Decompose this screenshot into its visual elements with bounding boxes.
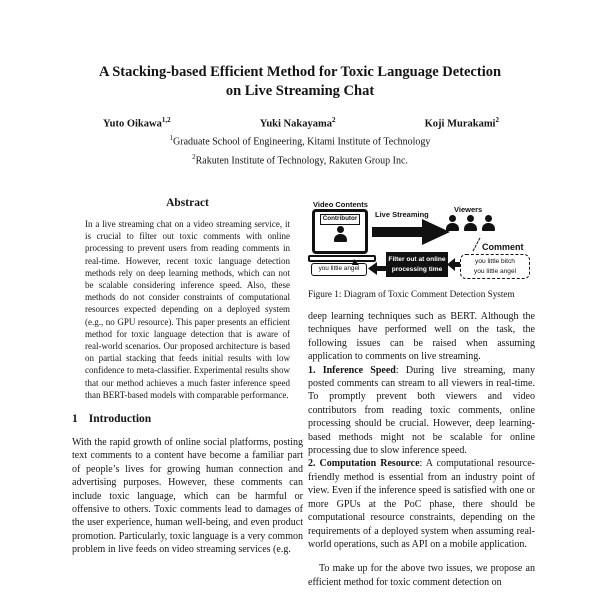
viewer-person-icon (482, 215, 495, 231)
clean-comment-text: you little angel (473, 268, 517, 275)
filter-input-arrow-icon (447, 258, 461, 271)
viewer-person-icon (464, 215, 477, 231)
figure1-caption: Figure 1: Diagram of Toxic Comment Detection System (308, 289, 515, 299)
affiliation-1-sup: 1 (169, 134, 174, 142)
authors-row (103, 116, 499, 130)
introduction-heading (72, 413, 303, 425)
section-number: 1 (72, 413, 78, 426)
author-2-name: Yuki Nakayama (259, 118, 332, 130)
issue2-body: : A computational resource-friendly method is essential from an industry point of view. Even if the inference speed is satisfied with one or more GPUs at the PoC phase, there should be computational resource constraints, depending on the requirements of a deployed system when assuming real-world operations, such as API on a mobile application. (308, 458, 535, 550)
comment-callout-tail (473, 238, 481, 252)
affiliations (0, 131, 600, 169)
column2-paragraph-1: deep learning techniques such as BERT. Although the techniques have performed well on the task, the following issues can be raised when assuming application to comments on live streaming. (308, 311, 535, 363)
contributor-label: Contributor (320, 214, 361, 225)
paper-title (0, 63, 600, 101)
affiliation-2 (0, 150, 600, 169)
author-2 (260, 116, 336, 130)
video-contents-label: Video Contents (313, 200, 368, 209)
filter-box-line1: Filter out at online (388, 255, 446, 263)
author-1-sup: 1,2 (161, 116, 171, 124)
left-column (72, 197, 303, 557)
affiliation-1 (0, 131, 600, 150)
right-column (308, 199, 535, 589)
affiliation-2-text: Rakuten Institute of Technology, Rakuten Group Inc. (195, 155, 408, 167)
toxic-comment-text: you little bitch (475, 258, 515, 265)
title-line-2: on Live Streaming Chat (225, 83, 375, 100)
author-1-name: Yuto Oikawa (103, 118, 162, 130)
issue1-body: : During live streaming, many posted comments can stream to all viewers in real-time. To promptly prevent both viewers and video contributors from reading toxic comments, online processing should be crucial. However, deep learning-based methods might not be scalable for online processing due to slow inference speed. (308, 364, 535, 457)
author-3-name: Koji Murakami (424, 118, 496, 130)
column2-issue-2 (308, 457, 535, 551)
live-streaming-label: Live Streaming (375, 210, 429, 219)
title-line-1: A Stacking-based Efficient Method for Toxic Language Detection (98, 64, 502, 80)
live-streaming-arrow-icon (372, 219, 450, 245)
introduction-paragraph: With the rapid growth of online social platforms, posting text comments to a content have become a familiar part of people’s lives for growing human connection and advertising purposes. However, these comments can include toxic language, which can be harmful or offensive to others. Toxic comments lead to damages of the user experience, human well-being, and even product promotion. Particularly, toxic language is a very common problem in live feeds on video streaming services (e.g. (72, 437, 303, 556)
filter-box (386, 252, 448, 277)
abstract-heading: Abstract (166, 197, 209, 209)
laptop-base-icon (308, 255, 376, 262)
abstract-body: In a live streaming chat on a video streaming service, it is crucial to filter out toxic comments with online processing to prevent users from reading comments in real-time. However, recent toxic language detection methods rely on deep learning methods, which can not be scalable considering inference speed. Also, these methods do not consider constraints of computational resources expected depending on a deployed system (e.g., no GPU resource). This paper presents an efficient method for toxic language detection that is aware of real-world scenarios. Our proposed architecture is based on partial stacking that feeds initial results with low confidence to meta-classifier. Experimental results show that our method achieves a much faster inference speed than BERT-based models with comparable performance. (85, 219, 290, 400)
filter-output-arrow-icon (368, 262, 386, 275)
filter-box-line2: processing time (391, 265, 443, 273)
affiliation-1-text: Graduate School of Engineering, Kitami Institute of Technology (173, 136, 431, 148)
viewers-icons (446, 215, 495, 231)
comment-label: Comment (482, 242, 524, 252)
author-3-sup: 2 (495, 116, 499, 124)
author-1 (103, 116, 171, 130)
affiliation-2-sup: 2 (192, 152, 196, 161)
figure1-diagram (308, 199, 535, 281)
filtered-comment-bubble: you little angel (311, 263, 367, 276)
comment-callout-bubble (460, 254, 530, 279)
author-2-sup: 2 (331, 116, 336, 124)
column2-paragraph-2: To make up for the above two issues, we propose an efficient method for toxic comment detection on (308, 563, 535, 588)
viewers-label: Viewers (454, 205, 483, 214)
section-title: Introduction (88, 413, 152, 426)
contributor-person-icon (334, 226, 347, 242)
author-3 (425, 116, 499, 130)
column2-issue-1 (308, 364, 535, 458)
contributor-monitor-icon (312, 209, 368, 254)
issue1-label: 1. Inference Speed (308, 364, 396, 376)
issue2-label: 2. Computation Resource (308, 458, 420, 470)
viewer-person-icon (446, 215, 459, 231)
